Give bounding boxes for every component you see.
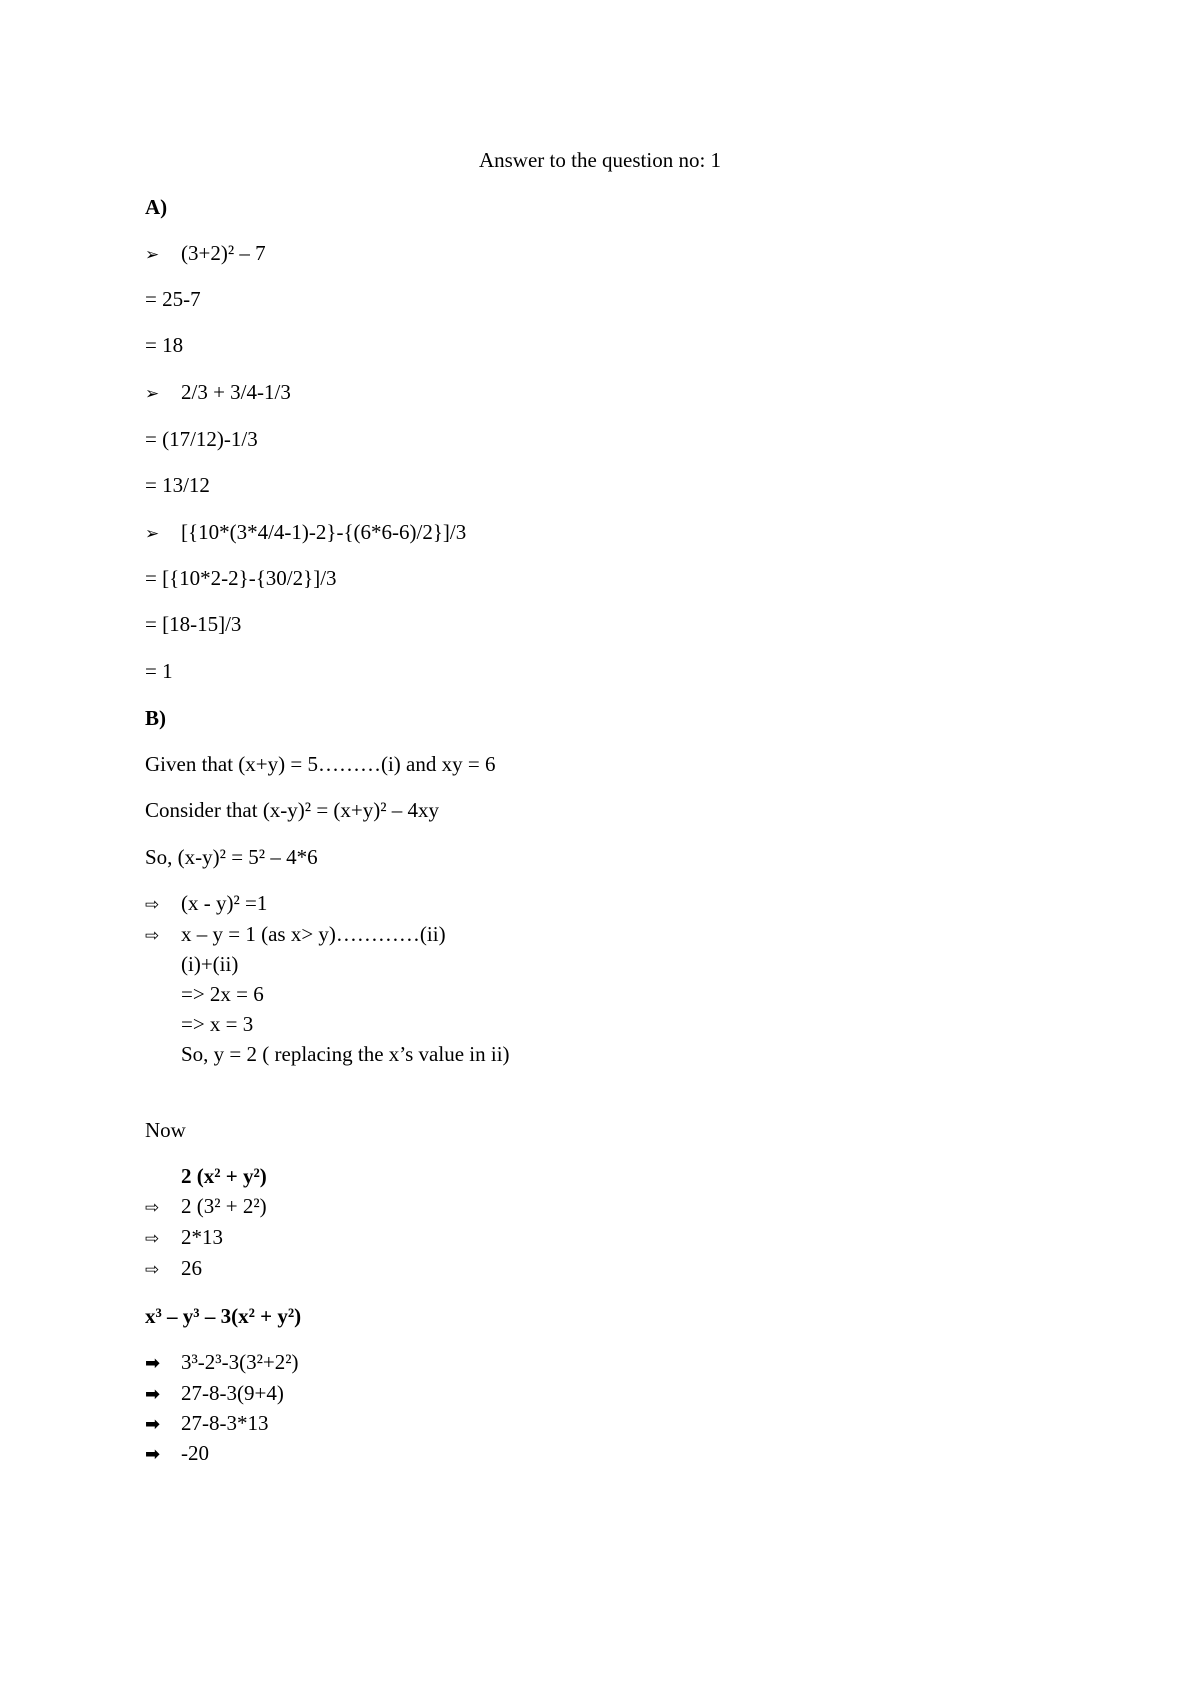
part-a-step: = 13/12: [145, 473, 210, 497]
part-a-step: = [{10*2-2}-{30/2}]/3: [145, 566, 337, 590]
part-b-step: Consider that (x-y)² = (x+y)² – 4xy: [145, 798, 440, 822]
part-b-step: ⇨ (x - y)² =1: [145, 891, 268, 915]
page-title: Answer to the question no: 1: [478, 148, 722, 172]
part-b-heading: B): [145, 706, 166, 730]
part-a-step: ➢ 2/3 + 3/4-1/3: [145, 380, 291, 404]
part-a-step: ➢ [{10*(3*4/4-1)-2}-{(6*6-6)/2}]/3: [145, 520, 467, 544]
part-b-step: ⇨ 2 (3² + 2²): [145, 1194, 267, 1218]
part-b-step: ➡ 27-8-3(9+4): [145, 1381, 284, 1405]
part-b-step: => 2x = 6: [181, 982, 264, 1006]
part-b-step: ⇨ 2*13: [145, 1225, 223, 1249]
expression-heading: x³ – y³ – 3(x² + y²): [145, 1304, 302, 1328]
hollow-arrow-icon: ⇨: [145, 895, 160, 915]
part-b-step: Now: [145, 1118, 186, 1142]
bullet-arrow-icon: ➢: [145, 245, 160, 265]
bold-arrow-icon: ➡: [145, 1353, 161, 1374]
part-b-step: ➡ -20: [145, 1441, 209, 1465]
part-b-step: So, y = 2 ( replacing the x’s value in ii): [181, 1042, 510, 1066]
part-a-step: = [18-15]/3: [145, 612, 242, 636]
bullet-arrow-icon: ➢: [145, 384, 160, 404]
hollow-arrow-icon: ⇨: [145, 1260, 160, 1280]
part-a-step: = 1: [145, 659, 173, 683]
part-a-step: = 18: [145, 333, 184, 357]
part-b-step: (i)+(ii): [181, 952, 239, 976]
bold-arrow-icon: ➡: [145, 1384, 161, 1405]
part-b-step: Given that (x+y) = 5………(i) and xy = 6: [145, 752, 496, 776]
part-b-step: ➡ 3³-2³-3(3²+2²): [145, 1350, 299, 1374]
part-b-step: So, (x-y)² = 5² – 4*6: [145, 845, 318, 869]
part-a-step: ➢ (3+2)² – 7: [145, 241, 266, 265]
hollow-arrow-icon: ⇨: [145, 926, 160, 946]
hollow-arrow-icon: ⇨: [145, 1229, 160, 1249]
part-b-step: ➡ 27-8-3*13: [145, 1411, 269, 1435]
bold-arrow-icon: ➡: [145, 1444, 161, 1465]
bullet-arrow-icon: ➢: [145, 524, 160, 544]
bold-arrow-icon: ➡: [145, 1414, 161, 1435]
expression-heading: 2 (x² + y²): [181, 1164, 267, 1188]
hollow-arrow-icon: ⇨: [145, 1198, 160, 1218]
part-b-step: ⇨ 26: [145, 1256, 202, 1280]
part-b-step: ⇨ x – y = 1 (as x> y)…………(ii): [145, 922, 446, 946]
part-a-heading: A): [145, 195, 168, 219]
part-a-step: = (17/12)-1/3: [145, 427, 258, 451]
part-b-step: => x = 3: [181, 1012, 254, 1036]
part-a-step: = 25-7: [145, 287, 201, 311]
